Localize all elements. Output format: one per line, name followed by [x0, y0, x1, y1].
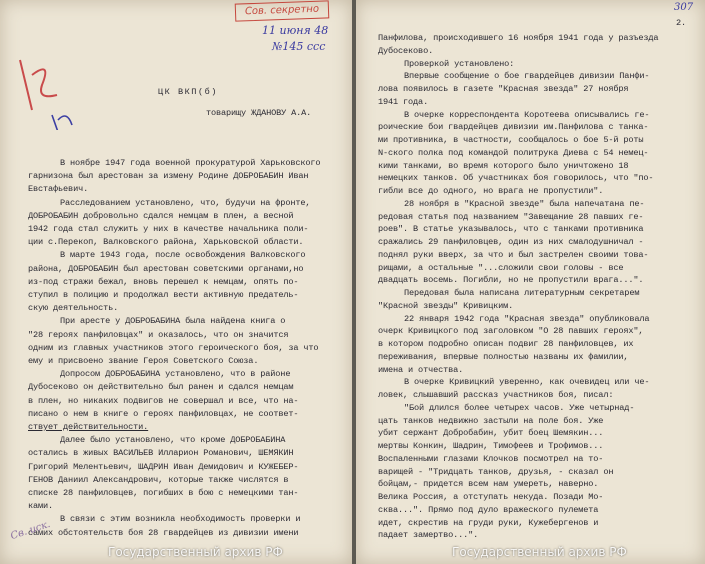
pencil-note: Св. иск.: [9, 518, 52, 543]
text-line: поднял руки вверх, за что и был застрелен своими това-: [378, 249, 649, 260]
text-line: Евстафьевич.: [28, 184, 89, 195]
text-line: сква...". Прямо под дуло вражеского пулемета: [378, 504, 599, 515]
addressee: товарищу ЖДАНОВУ А.А.: [206, 108, 312, 118]
text-line: ками.: [28, 501, 54, 512]
archive-watermark-left: Государственный архив РФ: [108, 545, 283, 559]
text-line: N-ского полка под командой политрука Диева с 54 немец-: [378, 147, 649, 158]
text-line: 1941 года.: [378, 96, 429, 107]
text-line: Допросом ДОБРОБАБИНА установлено, что в районе: [60, 369, 291, 380]
text-line: переживания, впервые полностью названы их фамилии,: [378, 351, 629, 362]
text-line: Дубосеково он действительно был ранен и сдался немцам: [28, 382, 294, 393]
text-line: идет, скрестив на груди руки, Кужебергенов и: [378, 517, 599, 528]
text-line: Велика Россия, а отступать некуда. Позади Мо-: [378, 492, 604, 502]
text-line: списке 28 панфиловцев, погибших в бою с немецкими тан-: [28, 488, 299, 498]
text-line: "Бой длился более четырех часов. Уже четырнад-: [404, 402, 635, 413]
document-page-left: [0, 0, 352, 564]
text-line: В очерке корреспондента Коротеева описывались ге-: [404, 109, 650, 120]
handwritten-page-number: 307: [674, 2, 694, 13]
handwritten-date: 11 июня 48: [262, 24, 329, 37]
text-line: одним из главных участников этого героического боя, за что: [28, 342, 319, 353]
text-line: скую деятельность.: [28, 303, 119, 314]
handwritten-number: №145 ссс: [272, 40, 326, 53]
text-line: из-под стражи бежал, вновь перешел к немцам, опять по-: [28, 276, 299, 287]
pencil-signature-icon: [12, 40, 82, 130]
text-line: ДОБРОБАБИН добровольно сдался немцам в плен, а весной: [28, 210, 294, 221]
text-line: мертвы Конкин, Шадрин, Тимофеев и Трофимов...: [378, 441, 604, 451]
text-line: Передовая была написана литературным секретарем: [404, 288, 640, 298]
text-line: В марте 1943 года, после освобождения Валковского: [60, 250, 306, 261]
text-line: 28 ноября в "Красной звезде" была напечатана пе-: [404, 198, 645, 209]
text-line: ему и присвоено звание Героя Советского Союза.: [28, 356, 259, 366]
text-line: убит сержант Добробабин, убит боец Шемякин...: [378, 428, 604, 439]
text-line: лова появилось в газете "Красная звезда" 27 ноября: [378, 84, 629, 94]
text-line: ГЕНОВ Даниил Александрович, которые также числятся в: [28, 474, 289, 485]
text-line: ступил в полицию и продолжал вести активную предатель-: [28, 290, 299, 300]
text-line: Воспаленными глазами Клочков посмотрел на то-: [378, 453, 604, 464]
text-line: кими танками, во время которого было уничтожено 18: [378, 160, 629, 171]
archive-watermark-right: Государственный архив РФ: [452, 545, 627, 559]
text-line: писано о нем в книге о героях панфиловцах, не соответ-: [28, 408, 299, 419]
text-line: самих обстоятельств боя 28 гвардейцев из дивизии имени: [28, 527, 299, 538]
text-line: Далее было установлено, что кроме ДОБРОБАБИНА: [60, 435, 286, 446]
text-line: 22 января 1942 года "Красная звезда" опубликовала: [404, 313, 650, 324]
text-line: сражались 29 панфиловцев, один из них смалодушничал -: [378, 237, 644, 247]
text-line: Панфилова, происходившего 16 ноября 1941 года у разъезда: [378, 33, 659, 43]
text-line: ми противника, в частности, сообщалось о бое 5-й роты: [378, 135, 644, 145]
text-line: Григорий Мелентьевич, ШАДРИН Иван Демидович и КУЖЕБЕР-: [28, 461, 299, 472]
document-header: ЦК ВКП(б): [158, 87, 218, 97]
text-line: двадцать восемь. Погибли, но не пропустили врага...".: [378, 275, 644, 286]
text-line: бойцам,- придется всем нам умереть, наверно.: [378, 479, 599, 490]
text-line: Дубосеково.: [378, 45, 434, 56]
text-line: падает замертво...".: [378, 530, 479, 541]
text-line: гарнизона был арестован за измену Родине ДОБРОБАБИН Иван: [28, 171, 309, 182]
text-line: района, ДОБРОБАБИН был арестован советскими органами,но: [28, 263, 304, 274]
text-line: В очерке Кривицкий уверенно, как очевидец или че-: [404, 377, 650, 388]
text-line: В связи с этим возникла необходимость проверки и: [60, 514, 301, 525]
text-line: Проверкой установлено:: [404, 58, 515, 69]
text-line: цать танков недвижно застыли на поле боя. Уже: [378, 415, 604, 426]
text-line: Впервые сообщение о бое гвардейцев дивизии Панфи-: [404, 71, 650, 82]
text-line: 1942 года стал служить у них в качестве начальника поли-: [28, 224, 309, 234]
text-line: ции с.Перекоп, Валковского района, Харьковской области.: [28, 237, 304, 248]
text-line: имена и отчества.: [378, 364, 464, 375]
text-line: При аресте у ДОБРОБАБИНА была найдена книга о: [60, 316, 286, 327]
text-line: роические бои гвардейцев дивизии им.Панфилова с танка-: [378, 122, 649, 133]
text-line: редовая статья под названием "Завещание 28 павших ге-: [378, 211, 644, 222]
text-line: Расследованием установлено, что, будучи на фронте,: [60, 197, 311, 208]
text-line: варищей - "Тридцать танков, друзья, - сказал он: [378, 466, 614, 477]
secret-stamp: Сов. секретно: [235, 0, 330, 21]
text-line: ствует действительности.: [28, 422, 149, 432]
text-line: "28 героях панфиловцах" и оказалось, что он значится: [28, 329, 289, 340]
text-line: "Красной звезды" Кривицким.: [378, 300, 514, 311]
text-line: немецких танков. Об участниках боя говорилось, что "по-: [378, 173, 654, 184]
text-line: остались в живых ВАСИЛЬЕВ Илларион Романович, ШЕМЯКИН: [28, 448, 294, 459]
document-page-right: [356, 0, 705, 564]
text-line: рищами, а остальные "...сложили свои головы - все: [378, 262, 624, 273]
text-line: роев". В статье указывалось, что с танками противника: [378, 224, 644, 235]
text-line: ловек, слышавший рассказ участников боя, писал:: [378, 390, 614, 400]
text-line: гибли все до одного, но врага не пропустили".: [378, 186, 604, 196]
page-number: 2.: [676, 18, 687, 28]
text-line: в котором подробно описан подвиг 28 панфиловцев, их: [378, 339, 634, 349]
text-line: очерк Кривицкого под заголовком "О 28 павших героях",: [378, 326, 644, 337]
text-line: в плен, но никаких подвигов не совершал и все, что на-: [28, 395, 299, 406]
text-line: В ноябре 1947 года военной прокуратурой Харьковского: [60, 158, 321, 168]
